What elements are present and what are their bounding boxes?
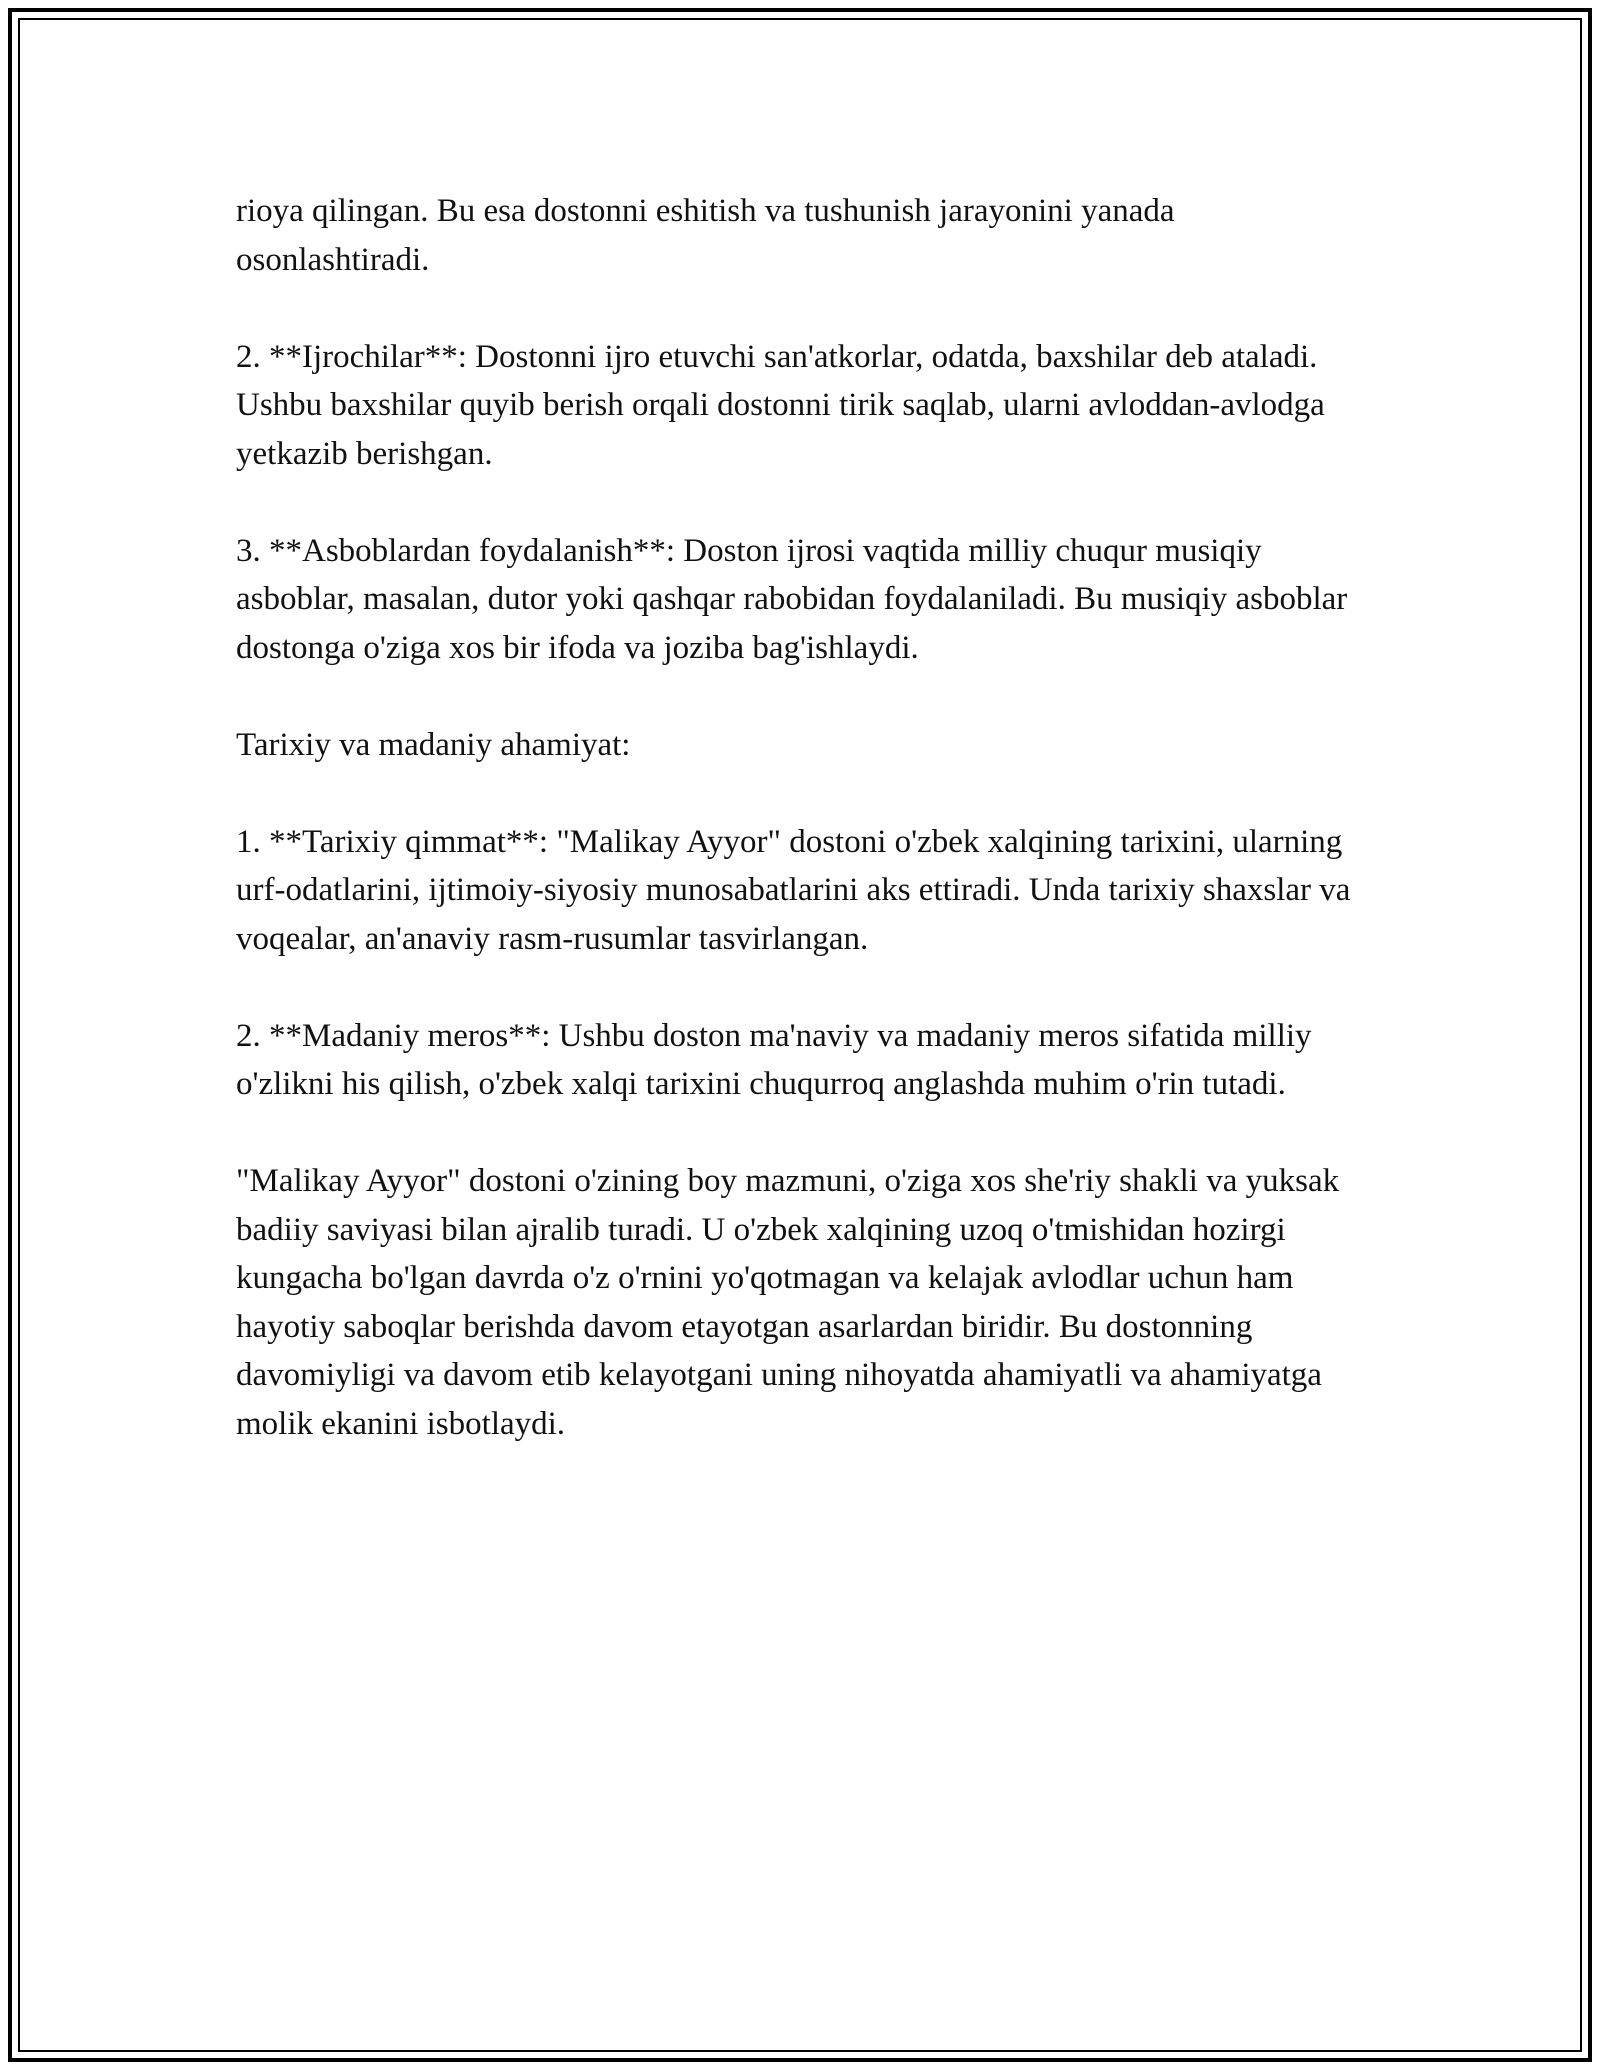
section-heading: Tarixiy va madaniy ahamiyat: [236,726,631,763]
list-item-asboblardan-foydalanish: 3. **Asboblardan foydalanish**: Doston ijrosi vaqtida milliy chuqur musiqiy asboblar, masalan, dutor yoki qashqar rabobidan foydalaniladi. Bu musiqiy asboblar dostonga o'ziga xos bir ifoda va joziba bag'ishlaydi. [236,532,1348,666]
document-body [236,187,1366,1448]
list-item-madaniy-meros: 2. **Madaniy meros**: Ushbu doston ma'naviy va madaniy meros sifatida milliy o'zlikni his qilish, o'zbek xalqi tarixini chuqurroq anglashda muhim o'rin tutadi. [236,1017,1312,1102]
list-item-ijrochilar: 2. **Ijrochilar**: Dostonni ijro etuvchi san'atkorlar, odatda, baxshilar deb ataladi. Ushbu baxshilar quyib berish orqali dostonni tirik saqlab, ularni avloddan-avlodga yetkazib berishgan. [236,338,1325,472]
list-item-tarixiy-qimmat: 1. **Tarixiy qimmat**: "Malikay Ayyor" dostoni o'zbek xalqining tarixini, ularning urf-odatlarini, ijtimoiy-siyosiy munosabatlarini aks ettiradi. Unda tarixiy shaxslar va voqealar, an'anaviy rasm-rusumlar tasvirlangan. [236,823,1351,957]
paragraph-continuation: rioya qilingan. Bu esa dostonni eshitish va tushunish jarayonini yanada osonlashtiradi. [236,193,1175,278]
paragraph-conclusion: "Malikay Ayyor" dostoni o'zining boy mazmuni, o'ziga xos she'riy shakli va yuksak badiiy saviyasi bilan ajralib turadi. U o'zbek xalqining uzoq o'tmishidan hozirgi kungacha bo'lgan davrda o'z o'rnini yo'qotmagan va kelajak avlodlar uchun ham hayotiy saboqlar berishda davom etayotgan asarlardan biridir. Bu dostonning davomiyligi va davom etib kelayotgani uning nihoyatda ahamiyatli va ahamiyatga molik ekanini isbotlaydi. [236,1163,1340,1442]
